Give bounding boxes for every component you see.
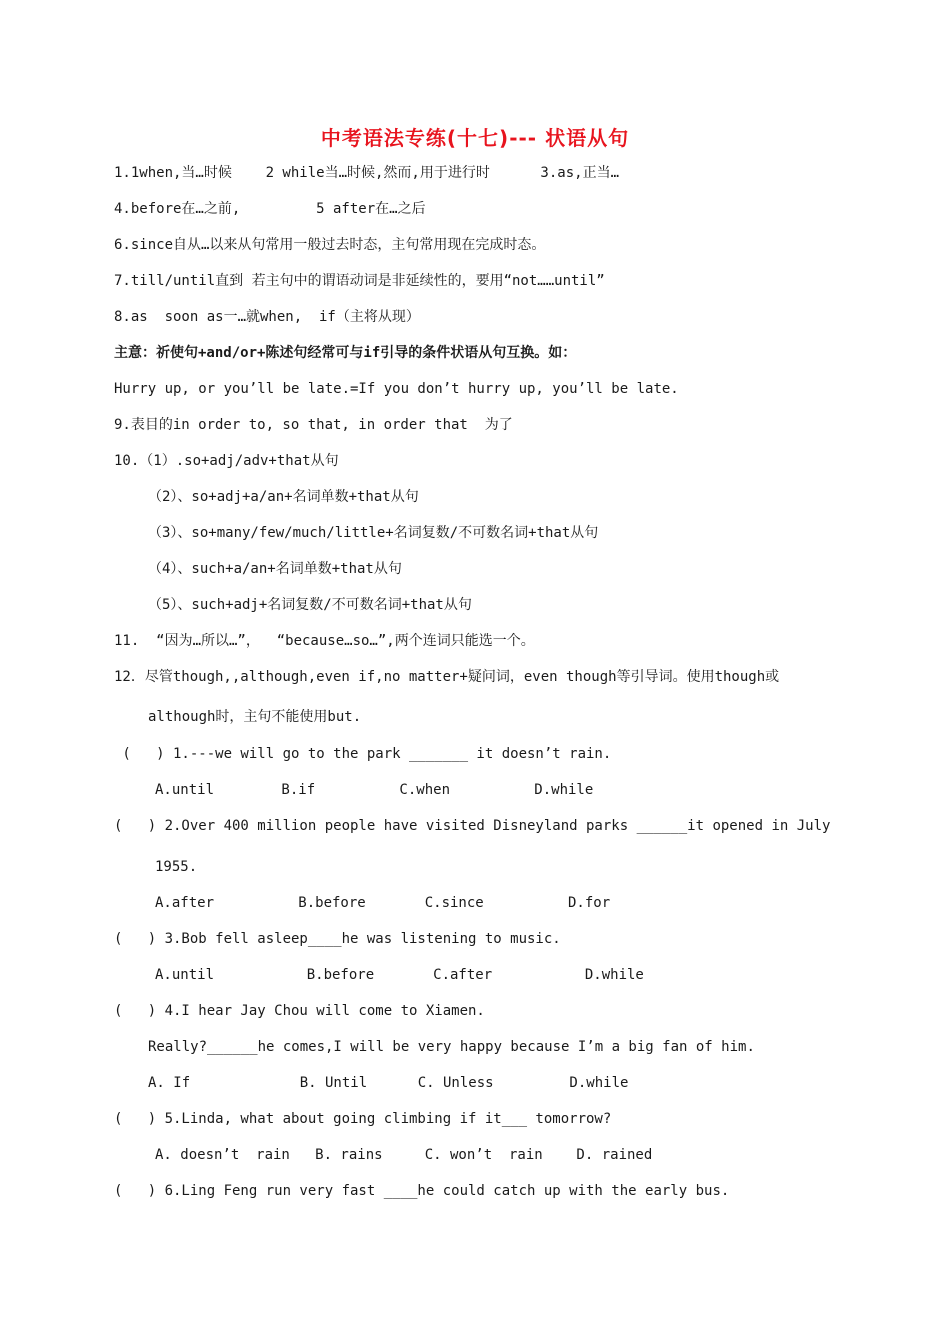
rule-10-5: （5）、such+adj+名词复数/不可数名词+that从句 xyxy=(148,597,472,613)
rule-10-2: （2）、so+adj+a/an+名词单数+that从句 xyxy=(148,489,419,505)
question-2-cont: 1955. xyxy=(155,859,198,875)
rule-4: 4.before在…之前, 5 after在…之后 xyxy=(114,201,426,217)
rule-9: 9.表目的in order to, so that, in order that 为了 xyxy=(114,417,513,433)
question-5: ( ) 5.Linda, what about going climbing if it___ tomorrow? xyxy=(114,1111,612,1127)
page-title: 中考语法专练(十七)--- 状语从句 xyxy=(320,126,630,150)
question-6: ( ) 6.Ling Feng run very fast ____he could catch up with the early bus. xyxy=(114,1183,730,1199)
question-4: ( ) 4.I hear Jay Chou will come to Xiamen. xyxy=(114,1003,485,1019)
question-5-options: A. doesn’t rain B. rains C. won’t rain D. rained xyxy=(155,1147,653,1163)
rule-12: 12．尽管though,,although,even if,no matter+疑问词，even though等引导词。使用though或 xyxy=(114,669,780,685)
example-line: Hurry up, or you’ll be late.=If you don’t hurry up, you’ll be late. xyxy=(114,381,679,397)
rule-7: 7.till/until直到 若主句中的谓语动词是非延续性的，要用“not……until” xyxy=(114,273,605,289)
question-4-options: A. If B. Until C. Unless D.while xyxy=(148,1075,629,1091)
rule-10-3: （3）、so+many/few/much/little+名词复数/不可数名词+that从句 xyxy=(148,525,599,541)
rule-12-cont: although时，主句不能使用but. xyxy=(148,709,362,725)
rule-11: 11. “因为…所以…”， “because…so…”,两个连词只能选一个。 xyxy=(114,633,535,649)
question-1-options: A.until B.if C.when D.while xyxy=(155,782,594,798)
question-4-cont: Really?______he comes,I will be very happy because I’m a big fan of him. xyxy=(148,1039,755,1055)
rule-10: 10.（1）.so+adj/adv+that从句 xyxy=(114,453,339,469)
rule-8: 8.as soon as一…就when, if（主将从现） xyxy=(114,309,420,325)
question-3-options: A.until B.before C.after D.while xyxy=(155,967,644,983)
question-2: ( ) 2.Over 400 million people have visited Disneyland parks ______it opened in July xyxy=(114,818,831,834)
note-line: 主意：祈使句+and/or+陈述句经常可与if引导的条件状语从句互换。如： xyxy=(114,345,577,361)
rule-6: 6.since自从…以来从句常用一般过去时态，主句常用现在完成时态。 xyxy=(114,237,546,253)
rule-10-4: （4）、such+a/an+名词单数+that从句 xyxy=(148,561,402,577)
question-3: ( ) 3.Bob fell asleep____he was listening to music. xyxy=(114,931,561,947)
question-1: ( ) 1.---we will go to the park _______ it doesn’t rain. xyxy=(114,746,612,762)
rule-1: 1.1when,当…时候 2 while当…时候,然而,用于进行时 3.as,正当… xyxy=(114,165,620,181)
question-2-options: A.after B.before C.since D.for xyxy=(155,895,611,911)
